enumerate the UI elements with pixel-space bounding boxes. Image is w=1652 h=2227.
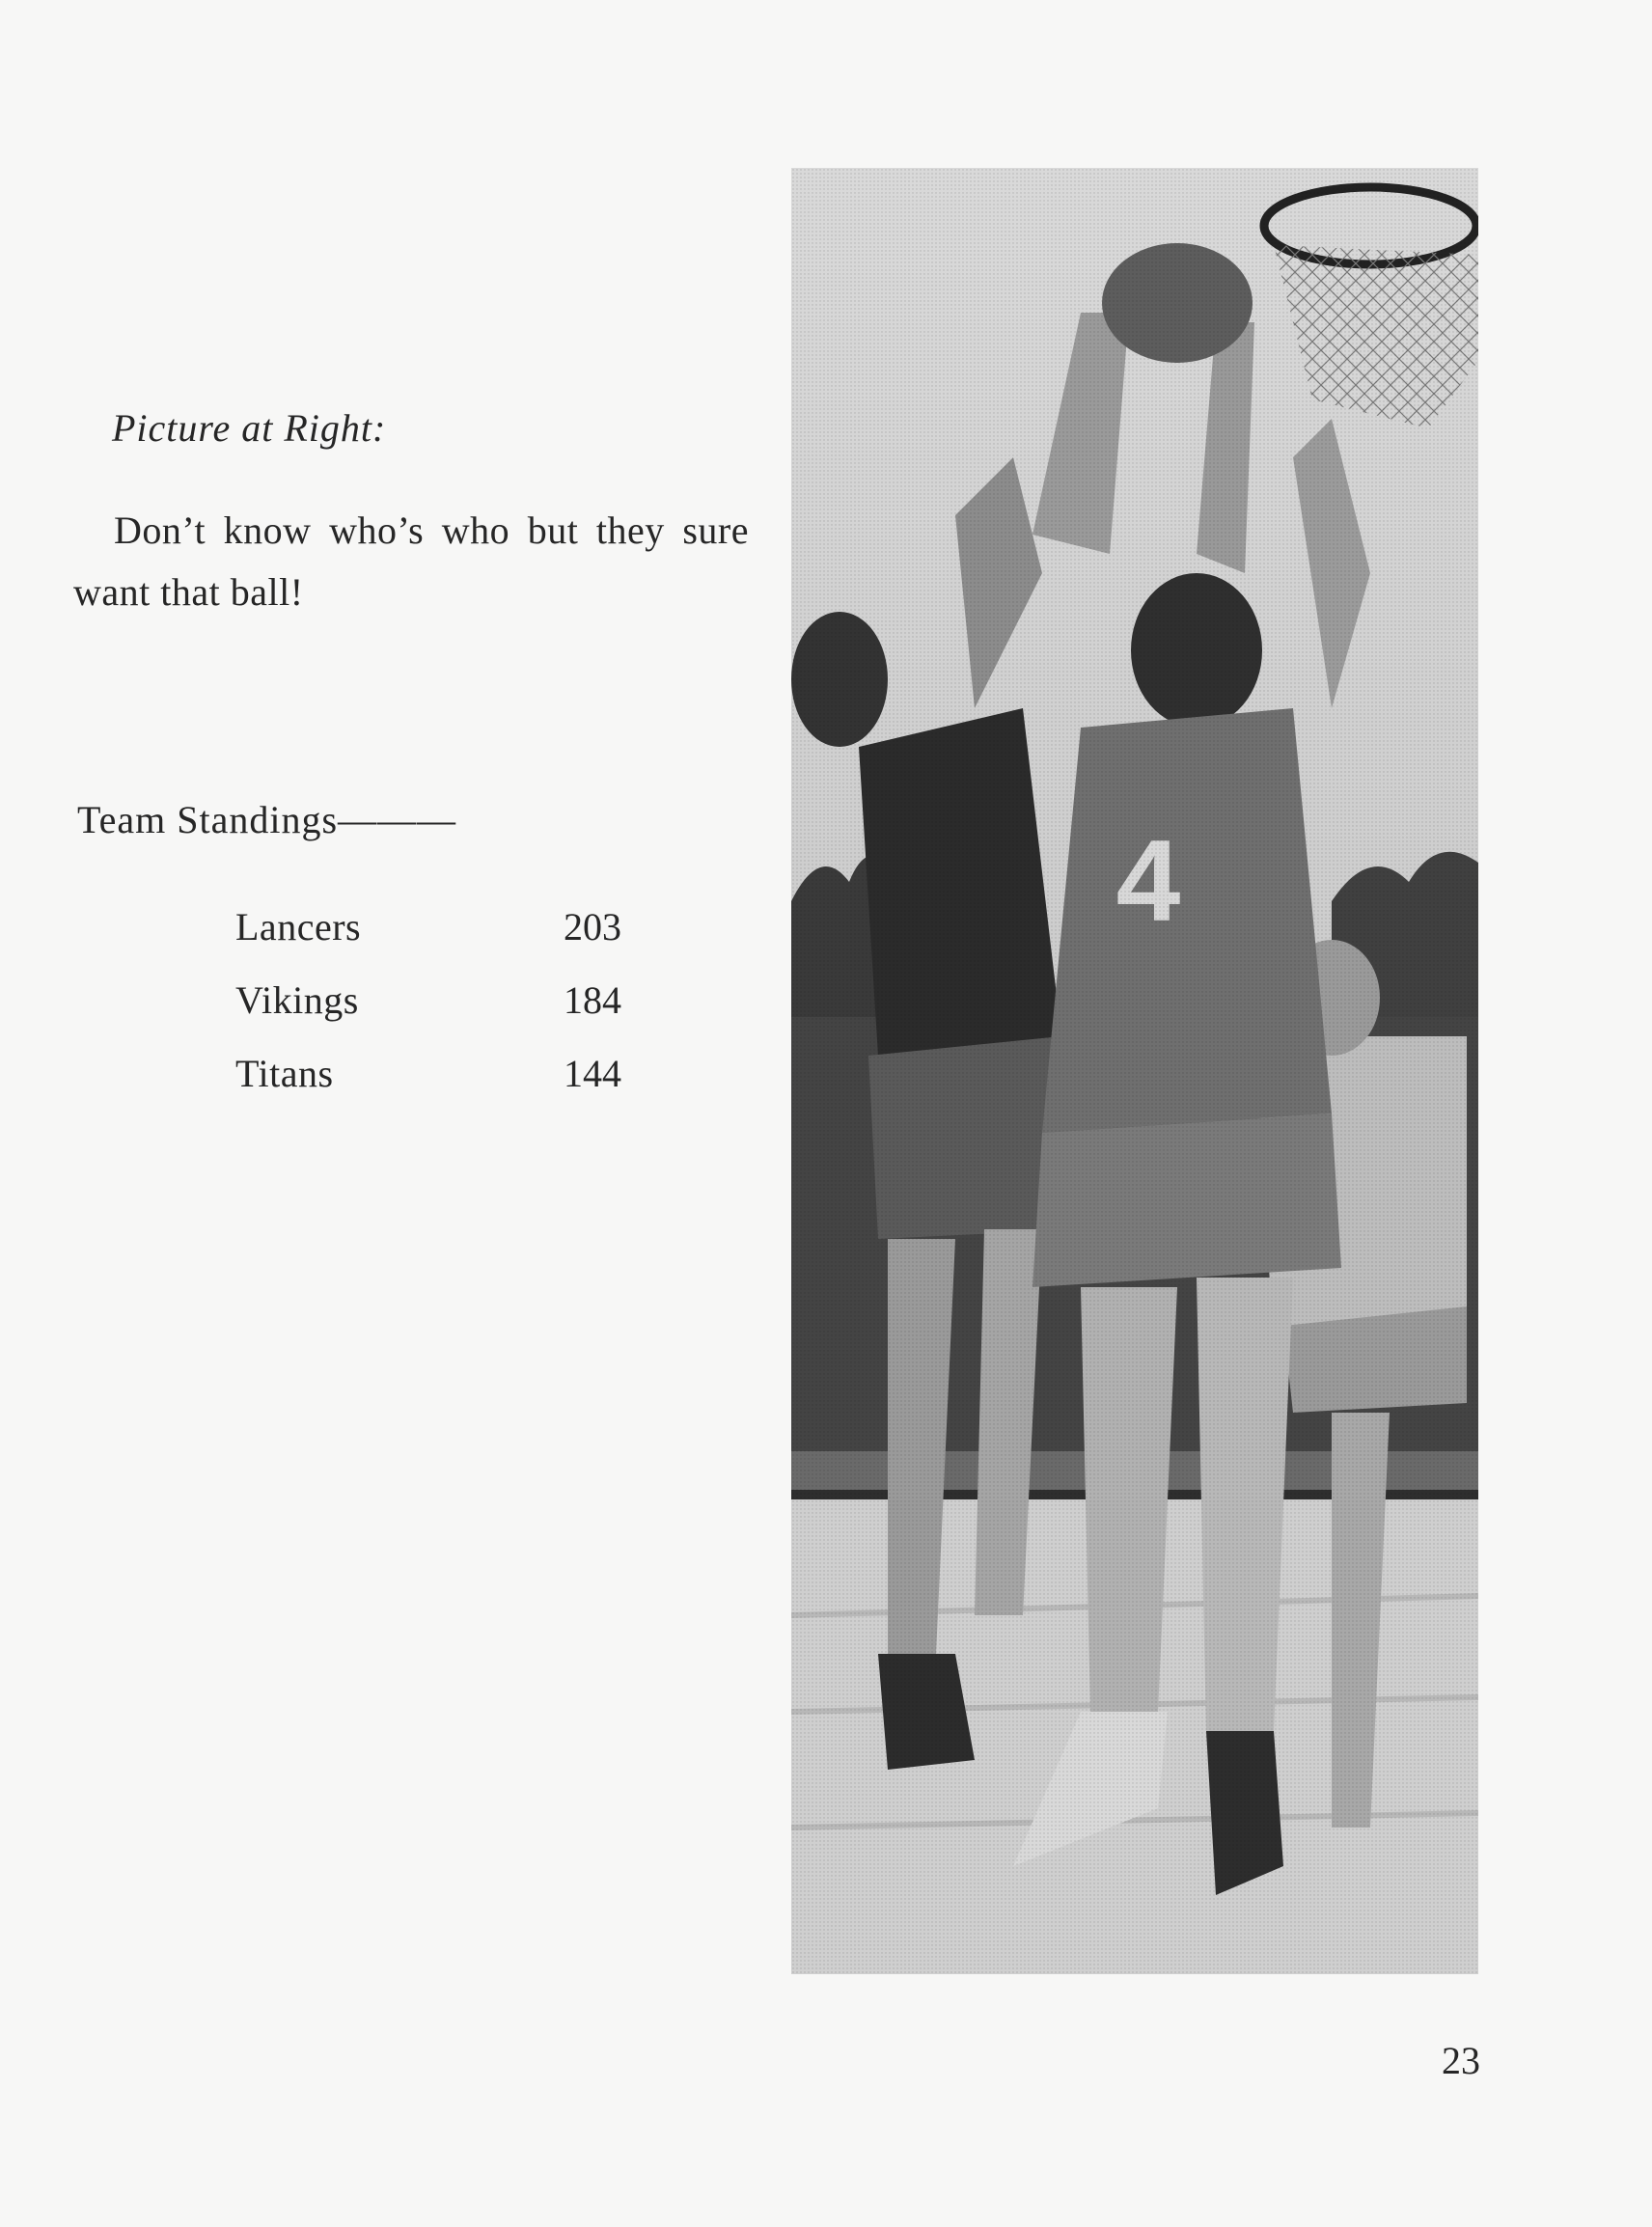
team-name: Vikings [235, 977, 359, 1022]
standings-title: Team Standings——— [77, 798, 457, 841]
team-score: 144 [564, 1051, 621, 1095]
standings-row [235, 963, 621, 1036]
team-name: Titans [235, 1051, 334, 1095]
basketball-photo-drawing [791, 168, 1478, 1974]
standings-row [235, 1036, 621, 1110]
page-number: 23 [1442, 2039, 1480, 2082]
team-name: Lancers [235, 904, 362, 949]
basketball-photo [791, 168, 1478, 1974]
caption-body: Don’t know who’s who but they sure want that ball! [73, 509, 749, 614]
standings-row [235, 890, 621, 963]
team-score: 184 [564, 977, 621, 1022]
caption-heading: Picture at Right: [112, 406, 387, 450]
team-score: 203 [564, 904, 621, 949]
standings-table [235, 890, 621, 1110]
